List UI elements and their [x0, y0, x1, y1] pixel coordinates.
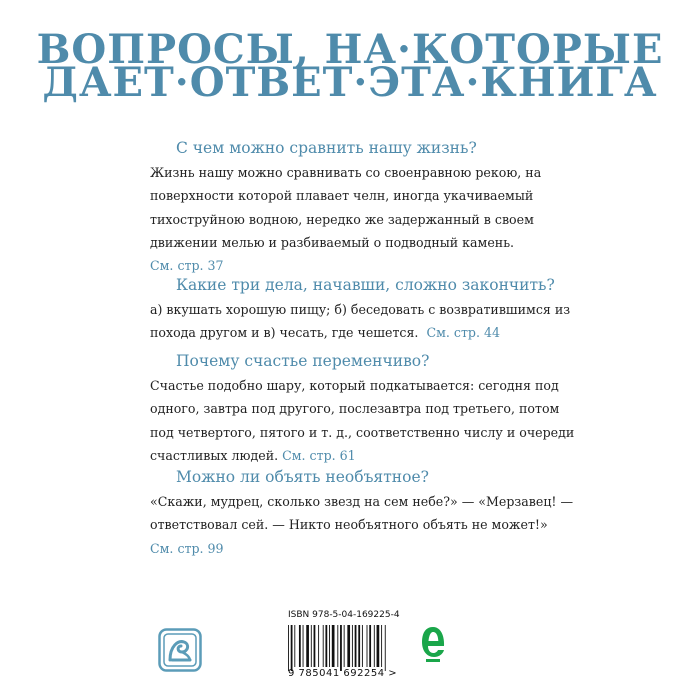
question-1: С чем можно сравнить нашу жизнь?	[176, 139, 477, 157]
answer-2-line-1: а) вкушать хорошую пищу; б) беседовать с возвратившимся из	[150, 302, 571, 317]
barcode-bar	[299, 625, 301, 667]
publisher-emblem-icon	[158, 628, 202, 672]
barcode-bar	[288, 625, 289, 671]
answer-3-line-2: одного, завтра под другого, послезавтра под третьего, потом	[150, 401, 560, 417]
answer-3-line-1: Счастье подобно шару, который подкатывается: сегодня под	[150, 378, 559, 393]
qa-block-3	[150, 351, 575, 467]
barcode-bar	[323, 625, 324, 667]
answer-1-line-1: Жизнь нашу можно сравнивать со своенравною рекою, на	[150, 165, 542, 180]
barcode-bar	[385, 625, 386, 671]
barcode-bar	[374, 625, 375, 667]
answer-3-line-3: под четвертого, пятого и т. д., соответственно числу и очереди	[150, 424, 575, 440]
answer-3	[150, 374, 575, 467]
barcode-bar	[332, 625, 335, 667]
barcode-bar	[367, 625, 368, 667]
barcode-bar	[311, 625, 312, 667]
barcode-bar	[352, 625, 353, 667]
qa-block-4	[150, 467, 574, 560]
answer-1	[150, 161, 550, 277]
barcode-bar	[314, 625, 316, 667]
question-2: Какие три дела, начавши, сложно закончить?	[176, 276, 555, 294]
barcode-bar	[303, 625, 304, 667]
question-4: Можно ли объять необъятное?	[176, 468, 429, 486]
page-ref-2: См. стр. 44	[426, 325, 501, 341]
page-ref-4: См. стр. 99	[150, 540, 224, 556]
question-3: Почему счастье переменчиво?	[176, 352, 430, 370]
answer-3-line-4-text: счастливых людей.	[150, 447, 279, 463]
answer-4-line-1: «Скажи, мудрец, сколько звезд на сем небе?» — «Мерзавец! —	[150, 494, 574, 509]
answer-4-line-2: ответствовал сей. — Никто необъятного объять не может!»	[150, 517, 548, 533]
barcode-bar	[358, 625, 360, 667]
barcode-bar	[377, 625, 380, 667]
barcode-bar	[340, 625, 342, 671]
isbn-label: ISBN 978-5-04-169225-4	[288, 610, 400, 620]
answer-2-line-2-text: похода другом и в) чесать, где чешется.	[150, 325, 419, 341]
page-ref-1: См. стр. 37	[150, 258, 224, 274]
qa-block-2	[150, 275, 571, 345]
barcode-bar	[325, 625, 327, 667]
answer-2	[150, 298, 571, 345]
barcode-bar	[329, 625, 330, 667]
barcode-bar	[318, 625, 319, 667]
barcode-bar	[306, 625, 309, 667]
page-ref-3: См. стр. 61	[282, 447, 356, 463]
answer-3-line-4	[150, 444, 550, 467]
barcode-bar	[381, 625, 382, 667]
answer-4	[150, 490, 574, 560]
barcode-bar	[344, 625, 345, 667]
answer-1-line-2: поверхности которой плавает челн, иногда укачиваемый	[150, 188, 534, 204]
barcode-bar	[337, 625, 338, 667]
answer-1-line-4: движении мелью и разбиваемый о подводный камень.	[150, 234, 515, 250]
eksmo-logo-icon	[420, 624, 446, 664]
answer-1-line-3: тихоструйною водною, нередко же задержанный в своем	[150, 211, 534, 227]
barcode-digits: 9 785041 692254 >	[288, 668, 398, 679]
barcode-bar	[369, 625, 371, 667]
answer-2-line-2	[150, 321, 550, 344]
barcode-bar	[355, 625, 357, 667]
title-line-2: ДАЕТ·ОТВЕТ·ЭТА·КНИГА	[42, 59, 658, 106]
barcode-bar	[362, 625, 363, 667]
barcode-bar	[294, 625, 295, 667]
title-line-1: ВОПРОСЫ, НА·КОТОРЫЕ	[36, 26, 664, 73]
barcode-bar	[291, 625, 293, 671]
qa-block-1	[150, 138, 550, 277]
barcode-bar	[347, 625, 350, 667]
